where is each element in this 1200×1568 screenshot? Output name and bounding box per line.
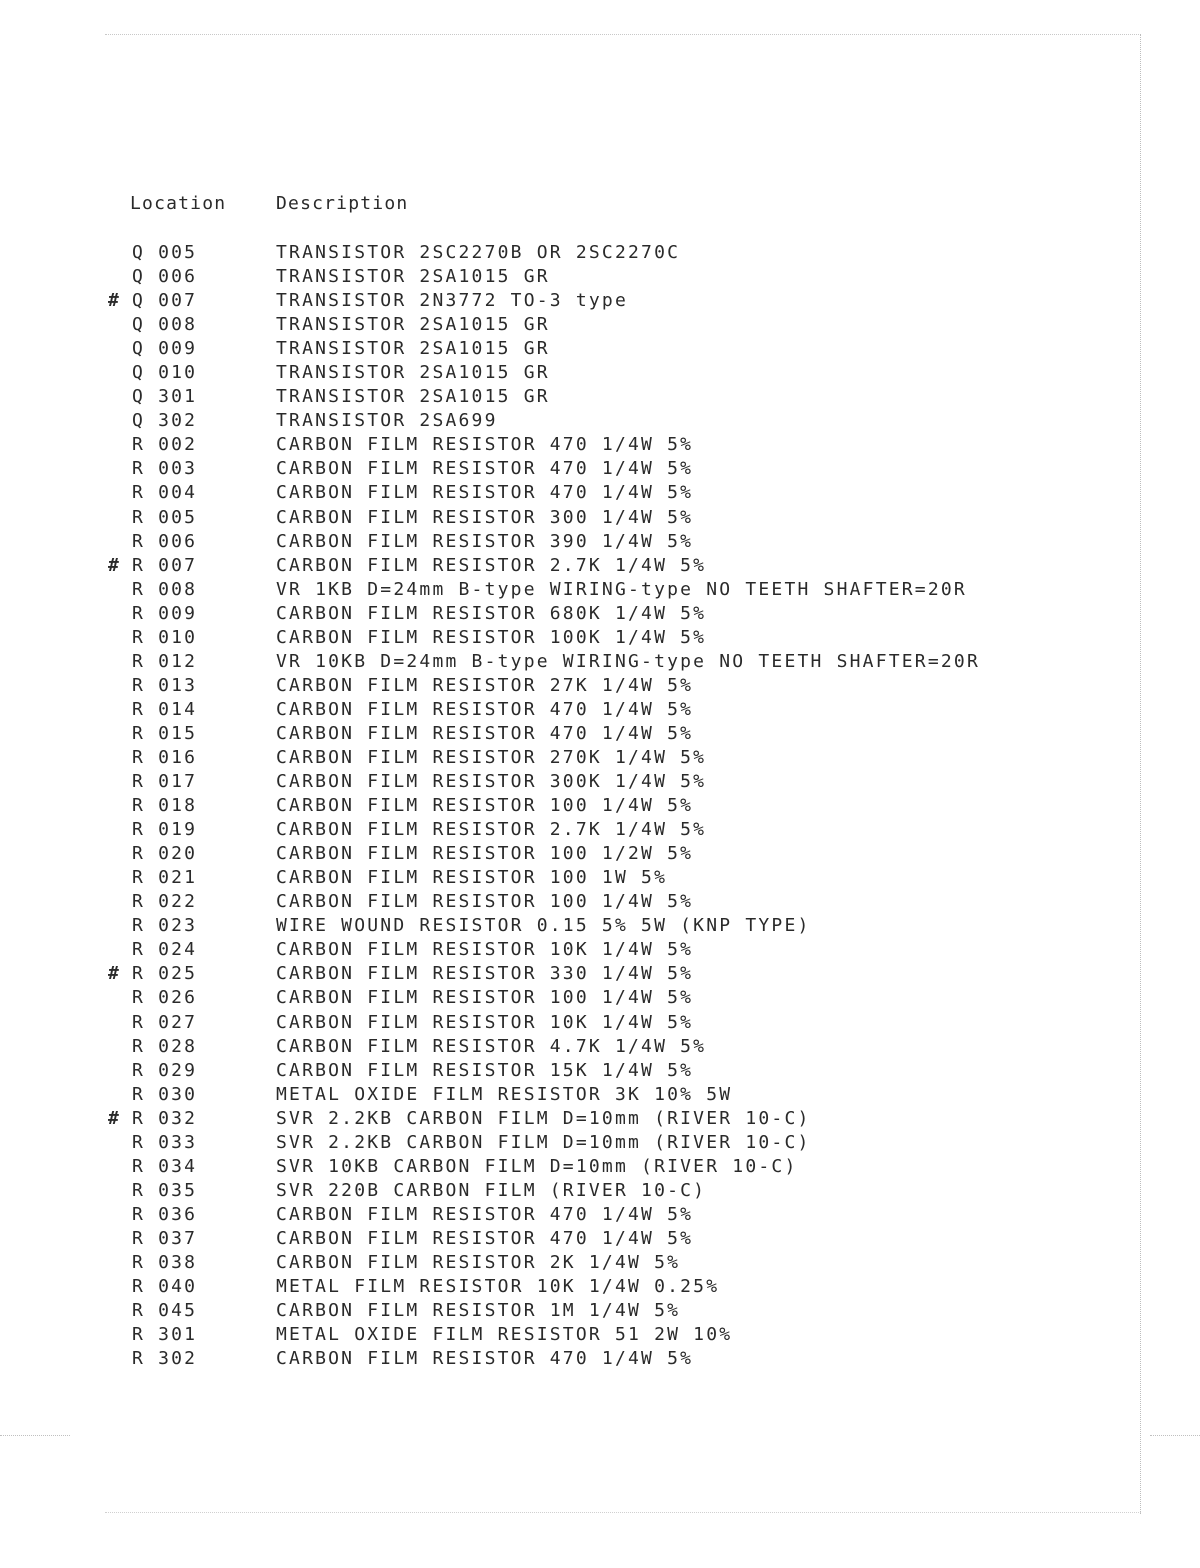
part-description: VR 10KB D=24mm B-type WIRING-type NO TEETH SHAFTER=20R — [276, 650, 980, 672]
part-row — [100, 1035, 1100, 1059]
location-column-header: Location — [130, 193, 227, 214]
part-description: CARBON FILM RESISTOR 2.7K 1/4W 5% — [276, 554, 707, 576]
part-location: R 027 — [132, 1011, 198, 1033]
part-location: R 013 — [132, 674, 198, 696]
part-location: R 006 — [132, 530, 198, 552]
part-row — [100, 1083, 1100, 1107]
part-location: R 036 — [132, 1203, 198, 1225]
part-description: CARBON FILM RESISTOR 470 1/4W 5% — [276, 698, 694, 720]
part-row — [100, 1251, 1100, 1275]
page-edge-bottom — [105, 1512, 1141, 1513]
part-description: CARBON FILM RESISTOR 470 1/4W 5% — [276, 1203, 694, 1225]
part-location: R 007 — [132, 554, 198, 576]
part-location: Q 010 — [132, 362, 198, 384]
part-location: R 005 — [132, 506, 198, 528]
part-description: SVR 2.2KB CARBON FILM D=10mm (RIVER 10-C) — [276, 1107, 811, 1129]
safety-mark: # — [108, 290, 119, 312]
part-row — [100, 433, 1100, 457]
part-row — [100, 578, 1100, 602]
part-description: CARBON FILM RESISTOR 2K 1/4W 5% — [276, 1251, 681, 1273]
part-location: R 004 — [132, 482, 198, 504]
part-location: R 002 — [132, 434, 198, 456]
part-row — [100, 1227, 1100, 1251]
scan-mark-right — [1150, 1435, 1200, 1436]
part-location: R 302 — [132, 1348, 198, 1370]
description-column-header: Description — [276, 193, 409, 214]
table-header — [130, 193, 530, 219]
part-description: TRANSISTOR 2N3772 TO-3 type — [276, 290, 628, 312]
part-location: Q 302 — [132, 410, 198, 432]
part-location: R 037 — [132, 1227, 198, 1249]
part-location: R 019 — [132, 819, 198, 841]
part-description: CARBON FILM RESISTOR 100 1W 5% — [276, 867, 668, 889]
part-location: R 024 — [132, 939, 198, 961]
part-row — [100, 1299, 1100, 1323]
part-location: Q 008 — [132, 314, 198, 336]
part-description: CARBON FILM RESISTOR 390 1/4W 5% — [276, 530, 694, 552]
part-row — [100, 842, 1100, 866]
part-location: R 026 — [132, 987, 198, 1009]
part-location: R 008 — [132, 578, 198, 600]
part-description: CARBON FILM RESISTOR 15K 1/4W 5% — [276, 1059, 694, 1081]
part-description: SVR 10KB CARBON FILM D=10mm (RIVER 10-C) — [276, 1155, 798, 1177]
part-location: R 030 — [132, 1083, 198, 1105]
part-description: CARBON FILM RESISTOR 300 1/4W 5% — [276, 506, 694, 528]
part-description: CARBON FILM RESISTOR 270K 1/4W 5% — [276, 746, 707, 768]
part-row — [100, 650, 1100, 674]
part-row — [100, 506, 1100, 530]
part-location: R 034 — [132, 1155, 198, 1177]
part-description: CARBON FILM RESISTOR 27K 1/4W 5% — [276, 674, 694, 696]
part-row — [100, 289, 1100, 313]
part-location: R 038 — [132, 1251, 198, 1273]
part-location: R 023 — [132, 915, 198, 937]
part-description: CARBON FILM RESISTOR 100K 1/4W 5% — [276, 626, 707, 648]
part-row — [100, 1131, 1100, 1155]
part-location: R 028 — [132, 1035, 198, 1057]
part-description: CARBON FILM RESISTOR 470 1/4W 5% — [276, 722, 694, 744]
part-location: R 045 — [132, 1300, 198, 1322]
part-description: CARBON FILM RESISTOR 680K 1/4W 5% — [276, 602, 707, 624]
part-location: R 021 — [132, 867, 198, 889]
part-row — [100, 722, 1100, 746]
part-row — [100, 602, 1100, 626]
part-row — [100, 938, 1100, 962]
part-location: R 018 — [132, 795, 198, 817]
part-location: Q 005 — [132, 242, 198, 263]
part-row — [100, 698, 1100, 722]
part-location: R 301 — [132, 1324, 198, 1346]
part-row — [100, 890, 1100, 914]
part-description: CARBON FILM RESISTOR 100 1/4W 5% — [276, 987, 694, 1009]
parts-list — [100, 241, 1100, 1371]
part-description: WIRE WOUND RESISTOR 0.15 5% 5W (KNP TYPE) — [276, 915, 811, 937]
part-description: SVR 220B CARBON FILM (RIVER 10-C) — [276, 1179, 707, 1201]
part-row — [100, 1203, 1100, 1227]
part-row — [100, 265, 1100, 289]
page-edge-top — [105, 34, 1141, 35]
part-description: TRANSISTOR 2SC2270B OR 2SC2270C — [276, 242, 681, 263]
part-row — [100, 481, 1100, 505]
part-description: CARBON FILM RESISTOR 470 1/4W 5% — [276, 482, 694, 504]
part-description: SVR 2.2KB CARBON FILM D=10mm (RIVER 10-C) — [276, 1131, 811, 1153]
part-location: R 035 — [132, 1179, 198, 1201]
part-row — [100, 1275, 1100, 1299]
part-row — [100, 746, 1100, 770]
part-row — [100, 866, 1100, 890]
part-description: CARBON FILM RESISTOR 470 1/4W 5% — [276, 1348, 694, 1370]
part-row — [100, 409, 1100, 433]
part-row — [100, 986, 1100, 1010]
part-location: R 032 — [132, 1107, 198, 1129]
part-location: R 033 — [132, 1131, 198, 1153]
part-row — [100, 457, 1100, 481]
part-row — [100, 818, 1100, 842]
part-description: TRANSISTOR 2SA1015 GR — [276, 362, 550, 384]
safety-mark: # — [108, 963, 119, 985]
part-description: CARBON FILM RESISTOR 4.7K 1/4W 5% — [276, 1035, 707, 1057]
part-description: CARBON FILM RESISTOR 470 1/4W 5% — [276, 434, 694, 456]
part-location: R 009 — [132, 602, 198, 624]
part-row — [100, 313, 1100, 337]
part-row — [100, 1107, 1100, 1131]
part-description: TRANSISTOR 2SA1015 GR — [276, 314, 550, 336]
part-description: CARBON FILM RESISTOR 100 1/2W 5% — [276, 843, 694, 865]
part-row — [100, 674, 1100, 698]
part-location: R 016 — [132, 746, 198, 768]
part-location: R 040 — [132, 1276, 198, 1298]
part-row — [100, 962, 1100, 986]
part-description: CARBON FILM RESISTOR 1M 1/4W 5% — [276, 1300, 681, 1322]
part-location: R 012 — [132, 650, 198, 672]
part-location: Q 301 — [132, 386, 198, 408]
part-row — [100, 1155, 1100, 1179]
part-description: METAL FILM RESISTOR 10K 1/4W 0.25% — [276, 1276, 720, 1298]
part-row — [100, 770, 1100, 794]
part-row — [100, 337, 1100, 361]
part-description: CARBON FILM RESISTOR 470 1/4W 5% — [276, 458, 694, 480]
part-row — [100, 385, 1100, 409]
part-description: CARBON FILM RESISTOR 10K 1/4W 5% — [276, 1011, 694, 1033]
page-edge-right — [1140, 34, 1141, 1514]
part-description: CARBON FILM RESISTOR 10K 1/4W 5% — [276, 939, 694, 961]
part-description: CARBON FILM RESISTOR 100 1/4W 5% — [276, 795, 694, 817]
part-location: R 025 — [132, 963, 198, 985]
safety-mark: # — [108, 1107, 119, 1129]
part-row — [100, 1011, 1100, 1035]
part-row — [100, 1179, 1100, 1203]
part-description: CARBON FILM RESISTOR 470 1/4W 5% — [276, 1227, 694, 1249]
part-description: METAL OXIDE FILM RESISTOR 3K 10% 5W — [276, 1083, 733, 1105]
part-description: TRANSISTOR 2SA699 — [276, 410, 498, 432]
part-location: R 029 — [132, 1059, 198, 1081]
part-row — [100, 241, 1100, 265]
part-description: METAL OXIDE FILM RESISTOR 51 2W 10% — [276, 1324, 733, 1346]
part-location: Q 006 — [132, 266, 198, 288]
part-row — [100, 914, 1100, 938]
part-location: Q 009 — [132, 338, 198, 360]
part-description: CARBON FILM RESISTOR 330 1/4W 5% — [276, 963, 694, 985]
part-location: R 014 — [132, 698, 198, 720]
part-row — [100, 626, 1100, 650]
part-location: R 010 — [132, 626, 198, 648]
part-description: CARBON FILM RESISTOR 100 1/4W 5% — [276, 891, 694, 913]
part-description: TRANSISTOR 2SA1015 GR — [276, 266, 550, 288]
part-description: TRANSISTOR 2SA1015 GR — [276, 386, 550, 408]
part-location: R 017 — [132, 771, 198, 793]
part-description: CARBON FILM RESISTOR 2.7K 1/4W 5% — [276, 819, 707, 841]
part-row — [100, 554, 1100, 578]
part-row — [100, 794, 1100, 818]
part-row — [100, 1323, 1100, 1347]
part-description: TRANSISTOR 2SA1015 GR — [276, 338, 550, 360]
part-row — [100, 530, 1100, 554]
safety-mark: # — [108, 554, 119, 576]
part-location: R 022 — [132, 891, 198, 913]
part-location: R 020 — [132, 843, 198, 865]
part-description: CARBON FILM RESISTOR 300K 1/4W 5% — [276, 771, 707, 793]
part-location: R 003 — [132, 458, 198, 480]
part-row — [100, 1347, 1100, 1371]
scan-mark-left — [0, 1435, 70, 1436]
part-location: R 015 — [132, 722, 198, 744]
part-row — [100, 1059, 1100, 1083]
part-description: VR 1KB D=24mm B-type WIRING-type NO TEETH SHAFTER=20R — [276, 578, 967, 600]
part-location: Q 007 — [132, 290, 198, 312]
part-row — [100, 361, 1100, 385]
